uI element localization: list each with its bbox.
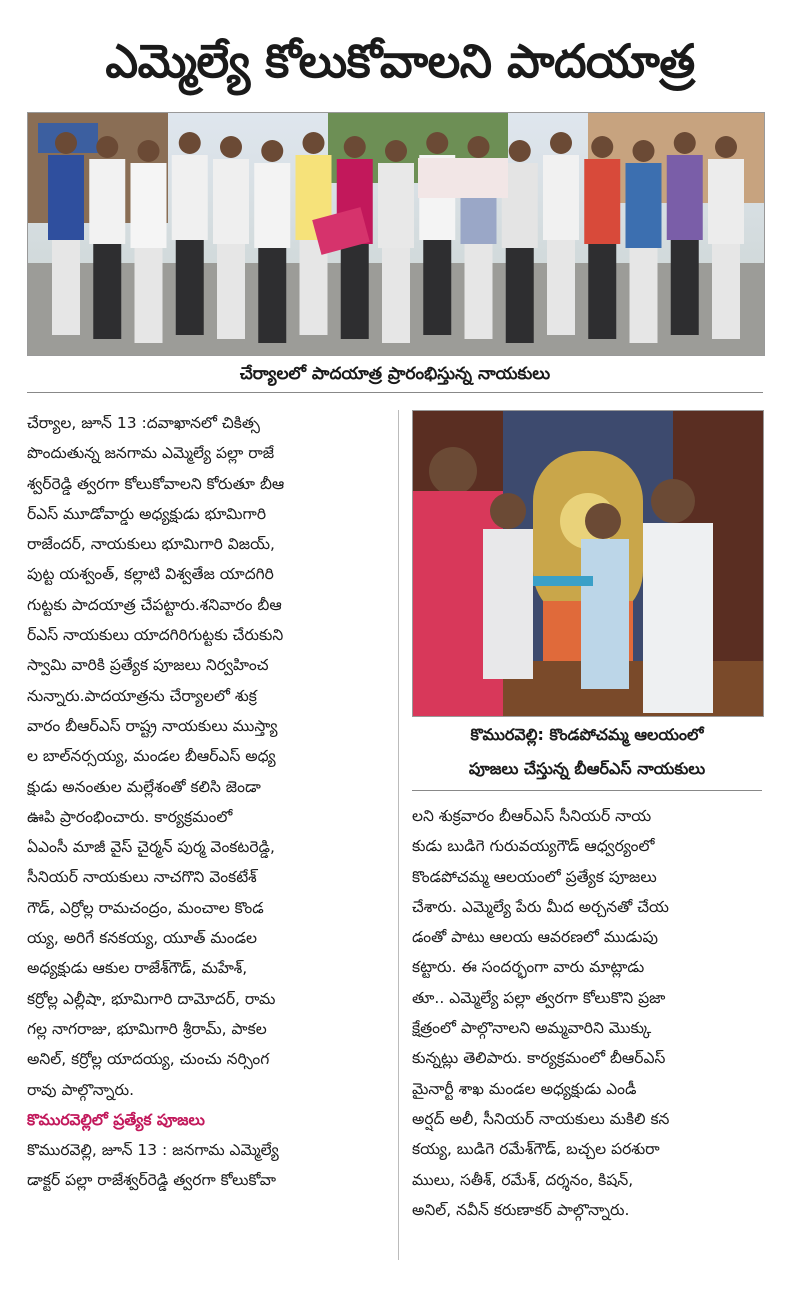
article-line: కొమురవెల్లి, జూన్ 13 : జనగామ ఎమ్మెల్యే [27,1141,279,1160]
article-line: కున్నట్లు తెలిపారు. కార్యక్రమంలో బీఆర్‌ఎస్ [412,1049,666,1068]
article-line: ములు, సతీశ్, రమేశ్, దర్శనం, కిషన్, [412,1170,634,1189]
article-line: సీనియర్ నాయకులు నాచగొని వెంకటేశ్ [27,868,257,887]
article-line: రావు పాల్గొన్నారు. [27,1080,135,1099]
article-line: తూ.. ఎమ్మెల్యే పల్లా త్వరగా కోలుకొని ప్రజా [412,988,666,1007]
article-line: అర్షద్ అలీ, సీనియర్ నాయకులు మకిలి కన [412,1109,670,1128]
article-line: నున్నారు.పాదయాత్రను చేర్యాలలో శుక్ర [27,686,257,705]
article-line: పొందుతున్న జనగామ ఎమ్మెల్యే పల్లా రాజే [27,444,275,463]
article-line: రాజేందర్, నాయకులు భూమిగారి విజయ్, [27,535,275,554]
article-line: గుట్టకు పాదయాత్ర చేపట్టారు.శనివారం బీఆ [27,595,282,614]
article-line: లని శుక్రవారం బీఆర్‌ఎస్ సీనియర్ నాయ [412,807,652,825]
subheading: కొమురవెల్లిలో ప్రత్యేక పూజలు [27,1110,205,1129]
article-line: య్య, అరిగే కనకయ్య, యూత్ మండల [27,929,258,948]
photo-padayatra-group [27,112,765,356]
article-line: కయ్య, బుడిగె రమేశ్‌గౌడ్, బచ్చల పరశురా [412,1140,660,1159]
article-line: మైనార్టీ శాఖ మండల అధ్యక్షుడు ఎండీ [412,1079,637,1098]
article-line: శ్వర్‌రెడ్డి త్వరగా కోలుకోవాలని కోరుతూ బీఆ [27,474,285,493]
photo-right-caption-line: పూజలు చేస్తున్న బీఆర్‌ఎస్ నాయకులు [468,759,706,778]
article-line: ల బాల్‌నర్సయ్య, మండల బీఆర్‌ఎస్ అధ్య [27,747,276,766]
article-line: వారం బీఆర్‌ఎస్ రాష్ట్ర నాయకులు ముస్త్యా [27,716,278,735]
column-divider [398,410,399,1260]
article-line: పుట్ట యశ్వంత్, కల్లాటి విశ్వతేజ యాదగిరి [27,565,274,584]
article-line: చేశారు. ఎమ్మెల్యే పేరు మీద అర్చనతో చేయ [412,897,669,916]
headline: ఎమ్మెల్యే కోలుకోవాలని పాదయాత్ర [105,34,695,88]
article-line: క్షుడు అనంతుల మల్లేశంతో కలిసి జెండా [27,777,261,796]
article-line: స్వామి వారికి ప్రత్యేక పూజలు నిర్వహించ [27,656,269,675]
photo-right-caption [412,718,762,791]
article-line: డాక్టర్ పల్లా రాజేశ్వర్‌రెడ్డి త్వరగా కోలుకోవా [27,1171,277,1190]
article-line: ర్‌ఎస్ మూడోవార్డు అధ్యక్షుడు భూమిగారి [27,504,267,523]
right-column [412,801,762,1225]
article-line: కొండపోచమ్మ ఆలయంలో ప్రత్యేక పూజలు [412,867,657,886]
article-line: ఏఎంసీ మాజీ వైస్ చైర్మన్ పుర్మ వెంకటరెడ్డి, [27,838,275,857]
photo-top-caption: చేర్యాలలో పాదయాత్ర ప్రారంభిస్తున్న నాయకులు [27,356,763,393]
article-line: కట్టారు. ఈ సందర్భంగా వారు మాట్లాడు [412,958,645,977]
article-line: ఊపి ప్రారంభించారు. కార్యక్రమంలో [27,807,233,826]
article-line: కుడు బుడిగె గురువయ్యగౌడ్ ఆధ్వర్యంలో [412,837,655,856]
photo-temple-puja [412,410,764,717]
article-line: అనిల్, నవీన్ కరుణాకర్ పాల్గొన్నారు. [412,1200,630,1219]
article-line: ర్‌ఎస్ నాయకులు యాదగిరిగుట్టకు చేరుకుని [27,626,284,645]
article-line: కర్రోల్ల ఎల్లీషా, భూమిగారి దామోదర్, రామ [27,989,276,1008]
article-line: అధ్యక్షుడు ఆకుల రాజేశ్‌గౌడ్, మహేశ్, [27,959,248,978]
left-column [27,408,387,1196]
article-line: అనిల్, కర్రోల్ల యాదయ్య, చుంచు నర్సింగ [27,1050,270,1069]
article-line: క్షేత్రంలో పాల్గొనాలని అమ్మవారిని మొక్కు [412,1019,652,1038]
article-line: గౌడ్, ఎర్రోల్ల రామచంద్రం, మంచాల కొండ [27,898,264,917]
photo-right-caption-line: కొమురవెల్లి: కొండపోచమ్మ ఆలయంలో [470,725,704,744]
article-line: గల్ల నాగరాజు, భూమిగారి శ్రీరామ్, పాకల [27,1019,267,1038]
article-line: చేర్యాల, జూన్ 13 :దవాఖానలో చికిత్స [27,414,260,432]
article-line: డంతో పాటు ఆలయ ఆవరణలో ముడుపు [412,928,658,947]
